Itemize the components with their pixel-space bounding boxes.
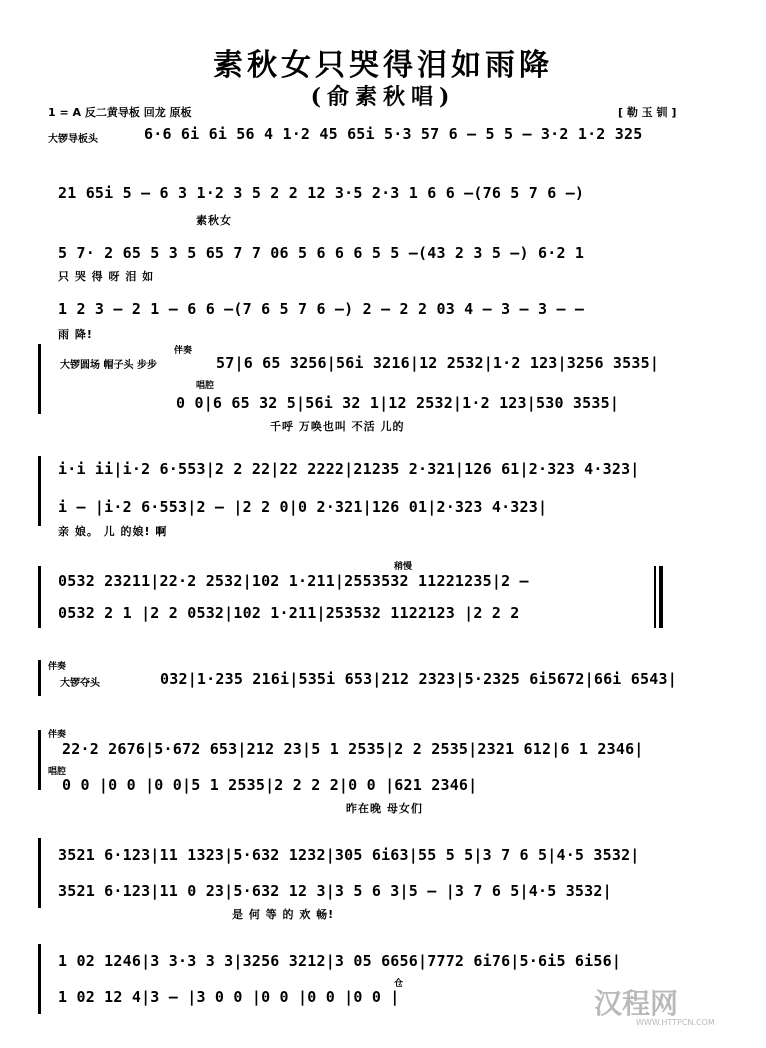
vocal-line: 3521 6·123|11 0 23|5·632 12 3|3 5 6 3|5 — |3 7 6 5|4·5 3532| bbox=[58, 882, 612, 900]
lyrics-line: 千呼 万唤也叫 不活 儿的 bbox=[270, 420, 405, 433]
vocal-line: 0532 2 1 |2 2 0532|102 1·211|253532 1122123 |2 2 2 bbox=[58, 604, 520, 622]
accompaniment-line: 57|6 65 3256|56i 3216|12 2532|1·2 123|3256 3535| bbox=[216, 354, 660, 372]
tempo-mark: 伴奏 bbox=[48, 662, 67, 672]
tempo-mark: 稍慢 bbox=[394, 562, 413, 572]
lyrics-line: 是 何 等 的 欢 畅! bbox=[232, 908, 335, 921]
page-title: 素秋女只哭得泪如雨降 bbox=[213, 48, 553, 83]
lyrics-line: 素秋女 bbox=[196, 214, 232, 227]
system-bracket bbox=[38, 660, 41, 696]
watermark-url: WWW.HTTPCN.COM bbox=[636, 1018, 715, 1027]
notation-line: 1 2 3 — 2 1 — 6 6 —(7 6 5 7 6 —) 2 — 2 2 03 4 — 3 — 3 — — bbox=[58, 300, 585, 318]
percussion-label: 大锣圆场 帽子头 步步 bbox=[60, 360, 157, 371]
notation-line: 5 7· 2 65 5 3 5 65 7 7 06 5 6 6 6 5 5 —(43 2 3 5 —) 6·2 1 bbox=[58, 244, 585, 262]
singer-subtitle: (俞素秋唱) bbox=[310, 84, 456, 110]
opera-credit: [ 勒 玉 钏 ] bbox=[618, 106, 677, 119]
final-barline bbox=[654, 566, 663, 628]
vocal-line: 1 02 12 4|3 — |3 0 0 |0 0 |0 0 |0 0 | bbox=[58, 988, 400, 1006]
system-bracket bbox=[38, 456, 41, 526]
accompaniment-line: i·i ii|i·2 6·553|2 2 22|22 2222|21235 2·321|126 61|2·323 4·323| bbox=[58, 460, 640, 478]
vocal-line: 0 0 |0 0 |0 0|5 1 2535|2 2 2 2|0 0 |621 2346| bbox=[62, 776, 478, 794]
watermark-logo: 汉程网 bbox=[594, 987, 679, 1020]
vocal-line: i — |i·2 6·553|2 — |2 2 0|0 2·321|126 01|2·323 4·323| bbox=[58, 498, 548, 516]
lyrics-line: 昨在晚 母女们 bbox=[346, 802, 423, 815]
lyrics-line: 雨 降! bbox=[58, 328, 93, 341]
system-bracket bbox=[38, 344, 41, 414]
system-bracket bbox=[38, 944, 41, 1014]
percussion-mark: 仓 bbox=[394, 979, 404, 989]
vocal-line: 0 0|6 65 32 5|56i 32 1|12 2532|1·2 123|530 3535| bbox=[176, 394, 620, 412]
accompaniment-line: 1 02 1246|3 3·3 3 3|3256 3212|3 05 6656|7772 6i76|5·6i5 6i56| bbox=[58, 952, 622, 970]
lyrics-line: 亲 娘。 儿 的娘! 啊 bbox=[58, 525, 168, 538]
system-bracket bbox=[38, 566, 41, 628]
tempo-mark: 伴奏 bbox=[174, 346, 193, 356]
vocal-mark: 唱腔 bbox=[196, 381, 215, 391]
tempo-mark: 伴奏 bbox=[48, 730, 67, 740]
accompaniment-line: 0532 23211|22·2 2532|102 1·211|2553532 11221235|2 — bbox=[58, 572, 529, 590]
system-bracket bbox=[38, 838, 41, 908]
accompaniment-line: 032|1·235 216i|535i 653|212 2323|5·2325 6i5672|66i 6543| bbox=[160, 670, 677, 688]
lyrics-line: 只 哭 得 呀 泪 如 bbox=[58, 270, 155, 283]
key-signature: 1 = A 反二黄导板 回龙 原板 bbox=[48, 106, 192, 119]
system-bracket bbox=[38, 730, 41, 790]
accompaniment-line: 22·2 2676|5·672 653|212 23|5 1 2535|2 2 2535|2321 612|6 1 2346| bbox=[62, 740, 644, 758]
accompaniment-line: 3521 6·123|11 1323|5·632 1232|305 6i63|55 5 5|3 7 6 5|4·5 3532| bbox=[58, 846, 640, 864]
vocal-mark: 唱腔 bbox=[48, 767, 67, 777]
intro-percussion-label: 大锣导板头 bbox=[48, 134, 98, 145]
notation-line: 6·6 6i 6i 56 4 1·2 45 65i 5·3 57 6 — 5 5 — 3·2 1·2 325 bbox=[144, 125, 643, 143]
percussion-label: 大锣夺头 bbox=[60, 678, 100, 689]
notation-line: 21 65i 5 — 6 3 1·2 3 5 2 2 12 3·5 2·3 1 6 6 —(76 5 7 6 —) bbox=[58, 184, 585, 202]
